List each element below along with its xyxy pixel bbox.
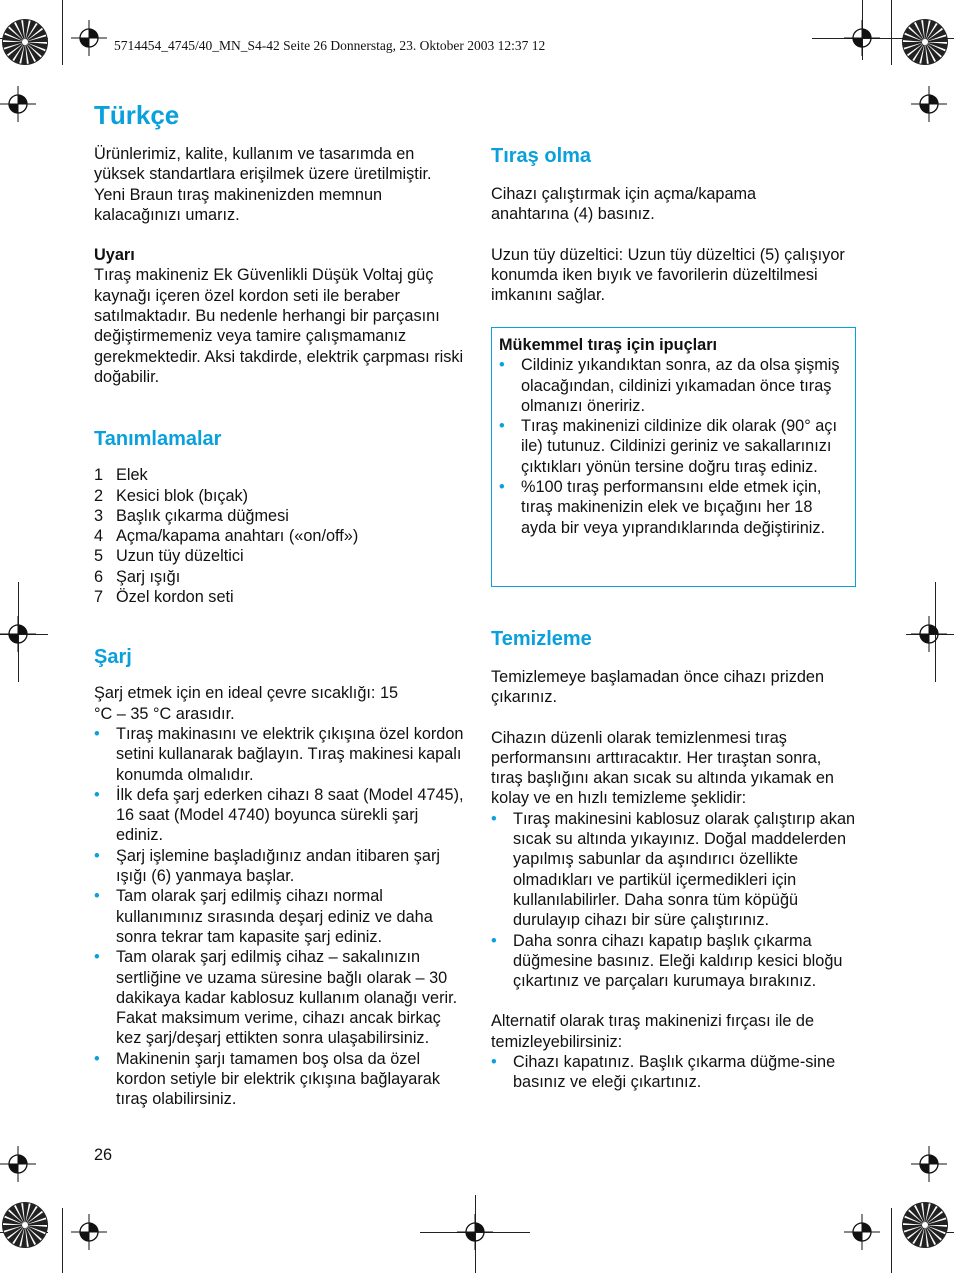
- cleaning-section: [491, 627, 856, 1093]
- definitions-list: [94, 465, 464, 607]
- shaving-paragraph-1: Cihazı çalıştırmak için açma/kapama anahtarına (4) basınız.: [491, 185, 757, 224]
- list-item: • İlk defa şarj ederken cihazı 8 saat (Model 4745), 16 saat (Model 4740) boyunca sürekli şarj ediniz.: [94, 785, 464, 845]
- list-item: • Tıraş makinesini kablosuz olarak çalıştırıp akan sıcak su altında yıkayınız. Doğal maddelerden yapılmış sabunlar da aşındırıcı özellikte olmadıkları ve partikül içermedikleri için kullanılabilirler. Daha sonra tüm köpüğü durulayıp cihazı bir süre çalıştırınız.: [491, 809, 856, 930]
- list-item: 4 Açma/kapama anahtarı («on/off»): [94, 527, 359, 546]
- color-rosette-icon: [1, 18, 49, 66]
- warning-title: Uyarı: [94, 246, 135, 265]
- charging-heading: Şarj: [94, 646, 132, 669]
- registration-target-icon: [911, 1146, 947, 1182]
- charging-intro: Şarj etmek için en ideal çevre sıcaklığı: 15 °C – 35 °C arasıdır.: [94, 684, 399, 723]
- cleaning-bullets-2: [491, 1052, 856, 1093]
- list-item: • Tam olarak şarj edilmiş cihazı normal kullanımınız sırasında deşarj ediniz ve daha sonra tekrar tam kapasite şarj ediniz.: [94, 887, 433, 946]
- registration-target-icon: [844, 1214, 880, 1250]
- shaving-heading: Tıraş olma: [491, 145, 592, 167]
- list-item: • Şarj işlemine başladığınız andan itibaren şarj ışığı (6) yanmaya başlar.: [94, 846, 440, 886]
- list-item: 7 Özel kordon seti: [94, 588, 234, 607]
- registration-target-icon: [71, 20, 107, 56]
- registration-target-icon: [911, 86, 947, 122]
- registration-target-icon: [0, 86, 36, 122]
- crop-mark: [891, 0, 892, 65]
- crop-mark: [62, 0, 63, 65]
- color-rosette-icon: [901, 1201, 949, 1249]
- registration-target-icon: [71, 1214, 107, 1250]
- tips-title: Mükemmel tıraş için ipuçları: [499, 336, 718, 354]
- tips-list: [499, 355, 847, 538]
- page-number: 26: [94, 1146, 113, 1164]
- list-item: • Cihazı kapatınız. Başlık çıkarma düğme-sine basınız ve eleği çıkartınız.: [491, 1053, 836, 1092]
- registration-target-icon: [911, 616, 947, 652]
- registration-target-icon: [0, 1146, 36, 1182]
- cleaning-paragraph-3: Alternatif olarak tıraş makinenizi fırçası ile de temizleyebilirsiniz:: [491, 1012, 815, 1051]
- list-item: • Tam olarak şarj edilmiş cihaz – sakalınızın sertliğine ve uzama süresine bağlı olarak – 30 dakikaya kadar kablosuz kullanım olanağı verir. Fakat maksimum verime, cihazı ancak birkaç kez şarj/deşarj ettikten sonra ulaşabilirsiniz.: [94, 948, 458, 1048]
- charging-bullets: [94, 724, 464, 1110]
- tips-box: [491, 327, 856, 587]
- page-title: Türkçe: [94, 100, 180, 130]
- cleaning-heading: Temizleme: [491, 628, 592, 650]
- definitions-heading: Tanımlamalar: [94, 428, 222, 451]
- list-item: • Daha sonra cihazı kapatıp başlık çıkarma düğmesine basınız. Eleği kaldırıp kesici bloğu çıkartınız ve parçaları kurumaya bırakınız.: [491, 931, 843, 991]
- cleaning-paragraph-2: Cihazın düzenli olarak temizlenmesi tıraş performansını arttıracaktır. Her tıraştan sonra, tıraş başlığını akan sıcak su altında yıkamak en kolay ve en hızlı temizleme şeklidir:: [491, 728, 834, 808]
- right-column: [491, 144, 856, 305]
- print-slug-line: 5714454_4745/40_MN_S4-42 Seite 26 Donnerstag, 23. Oktober 2003 12:37 12: [114, 38, 546, 53]
- crop-mark: [62, 1208, 63, 1273]
- intro-paragraph: Ürünlerimiz, kalite, kullanım ve tasarımda en yüksek standartlara erişilmek üzere üretilmiştir. Yeni Braun tıraş makinenizden memnun kalacağınızı umarız.: [94, 145, 432, 224]
- list-item: 3 Başlık çıkarma düğmesi: [94, 506, 289, 525]
- color-rosette-icon: [901, 18, 949, 66]
- list-item: 5 Uzun tüy düzeltici: [94, 547, 244, 566]
- list-item: • Cildiniz yıkandıktan sonra, az da olsa şişmiş olacağından, cildinizi yıkamadan önce tıraş olmanızı öneririz.: [499, 356, 840, 415]
- list-item: • Tıraş makinenizi cildinize dik olarak (90° açı ile) tutunuz. Cildinizi geriniz ve sakallarınızı çıktıkları yönün tersine doğru tıraş ediniz.: [499, 417, 837, 476]
- registration-target-icon: [844, 20, 880, 56]
- cleaning-bullets: [491, 809, 856, 992]
- list-item: 2 Kesici blok (bıçak): [94, 486, 249, 505]
- cleaning-paragraph-1: Temizlemeye başlamadan önce cihazı prizden çıkarınız.: [491, 668, 825, 707]
- left-column: [94, 144, 464, 1110]
- color-rosette-icon: [1, 1201, 49, 1249]
- list-item: • Makinenin şarjı tamamen boş olsa da özel kordon setiyle bir elektrik çıkışına bağlayarak tıraş olabilirsiniz.: [94, 1049, 440, 1109]
- crop-mark: [891, 1208, 892, 1273]
- list-item: 6 Şarj ışığı: [94, 567, 181, 586]
- registration-target-icon: [0, 616, 36, 652]
- list-item: • Tıraş makinasını ve elektrik çıkışına özel kordon setini kullanarak bağlayın. Tıraş makinesi kapalı konumda olmalıdır.: [94, 724, 464, 784]
- warning-paragraph: Tıraş makineniz Ek Güvenlikli Düşük Voltaj güç kaynağı içeren özel kordon seti ile beraber satılmaktadır. Bu nedenle herhangi bir parçasını değiştirmemeniz veya tamire çalışmamanız gerekmektedir. Aksi takdirde, elektrik çarpması riski doğabilir.: [94, 266, 464, 386]
- list-item: 1 Elek: [94, 466, 148, 485]
- shaving-paragraph-2: Uzun tüy düzeltici: Uzun tüy düzeltici (5) çalışıyor konumda iken bıyık ve favorilerin düzeltilmesi imkanını sağlar.: [491, 245, 845, 305]
- list-item: • %100 tıraş performansını elde etmek için, tıraş makinenizin elek ve bıçağını her 18 ayda bir veya yıprandıklarında değiştiriniz.: [499, 478, 826, 537]
- registration-target-icon: [457, 1214, 493, 1250]
